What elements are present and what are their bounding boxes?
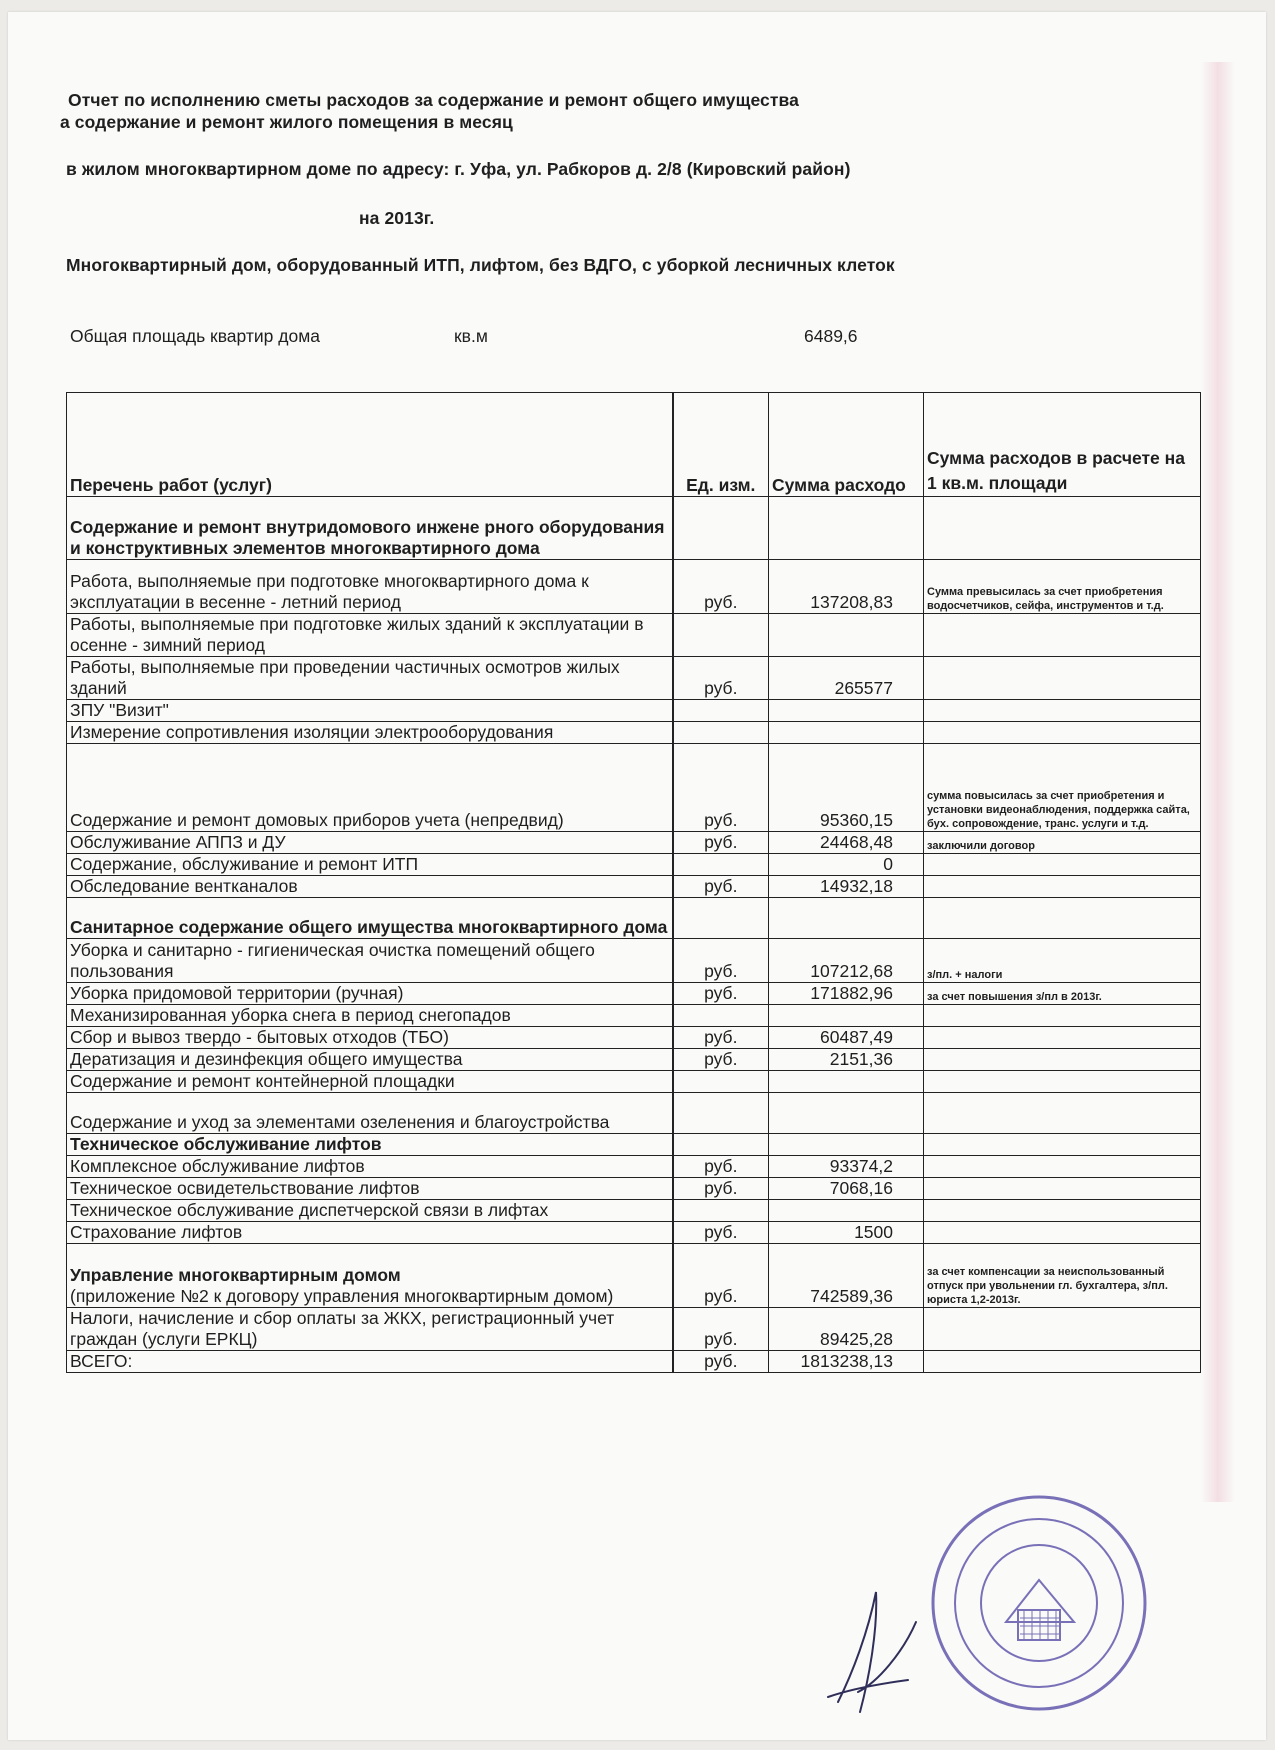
row-note <box>924 1351 1201 1373</box>
table-row <box>67 939 1201 983</box>
row-note: за счет повышения з/пл в 2013г. <box>924 983 1201 1005</box>
row-work-name: Техническое обслуживание диспетчерской связи в лифтах <box>67 1200 673 1222</box>
row-note <box>924 1156 1201 1178</box>
row-work-name: Работа, выполняемые при подготовке многоквартирного дома к эксплуатации в весенне - летний период <box>67 560 673 614</box>
row-unit <box>673 1071 769 1093</box>
table-row <box>67 876 1201 898</box>
table-row <box>67 1049 1201 1071</box>
row-note <box>924 898 1201 939</box>
organization-seal-icon <box>928 1492 1150 1714</box>
row-unit <box>673 497 769 560</box>
row-sum <box>769 1134 924 1156</box>
row-unit <box>673 854 769 876</box>
row-unit: руб. <box>673 876 769 898</box>
row-work-name: Работы, выполняемые при подготовке жилых зданий к эксплуатации в осенне - зимний период <box>67 614 673 657</box>
table-row <box>67 1244 1201 1308</box>
row-work-name: ЗПУ "Визит" <box>67 700 673 722</box>
row-unit: руб. <box>673 939 769 983</box>
row-sum: 14932,18 <box>769 876 924 898</box>
row-work-name: Измерение сопротивления изоляции электрооборудования <box>67 722 673 744</box>
row-sum: 89425,28 <box>769 1308 924 1351</box>
row-sum: 742589,36 <box>769 1244 924 1308</box>
document-page <box>8 12 1266 1740</box>
table-row <box>67 1005 1201 1027</box>
row-unit: руб. <box>673 744 769 832</box>
row-unit <box>673 1093 769 1134</box>
row-work-name: Содержание и уход за элементами озеленения и благоустройства <box>67 1093 673 1134</box>
row-unit: руб. <box>673 560 769 614</box>
row-note <box>924 876 1201 898</box>
row-note: за счет компенсации за неиспользованный отпуск при увольнении гл. бухгалтера, з/пл. юриста 1,2-2013г. <box>924 1244 1201 1308</box>
row-unit <box>673 722 769 744</box>
row-work-name: Содержание, обслуживание и ремонт ИТП <box>67 854 673 876</box>
row-note <box>924 1005 1201 1027</box>
row-work-name-title: Управление многоквартирным домом <box>70 1265 401 1285</box>
row-note <box>924 1027 1201 1049</box>
row-unit: руб. <box>673 1244 769 1308</box>
row-unit: руб. <box>673 983 769 1005</box>
row-unit: руб. <box>673 1222 769 1244</box>
row-unit <box>673 1200 769 1222</box>
row-sum: 60487,49 <box>769 1027 924 1049</box>
row-unit <box>673 1134 769 1156</box>
row-note <box>924 722 1201 744</box>
row-work-name: Санитарное содержание общего имущества многоквартирного дома <box>67 898 673 939</box>
row-sum <box>769 1200 924 1222</box>
row-sum <box>769 1005 924 1027</box>
table-header-row <box>67 393 1201 497</box>
table-row <box>67 744 1201 832</box>
row-unit <box>673 1005 769 1027</box>
table-row <box>67 1222 1201 1244</box>
row-unit: руб. <box>673 657 769 700</box>
row-sum: 1813238,13 <box>769 1351 924 1373</box>
row-work-name: Техническое обслуживание лифтов <box>67 1134 673 1156</box>
row-sum: 171882,96 <box>769 983 924 1005</box>
row-sum: 93374,2 <box>769 1156 924 1178</box>
row-work-name: Уборка и санитарно - гигиеническая очистка помещений общего пользования <box>67 939 673 983</box>
area-unit: кв.м <box>454 326 488 346</box>
row-unit: руб. <box>673 1027 769 1049</box>
row-unit: руб. <box>673 1156 769 1178</box>
row-sum: 0 <box>769 854 924 876</box>
row-unit <box>673 700 769 722</box>
table-row <box>67 1156 1201 1178</box>
row-unit <box>673 614 769 657</box>
table-row <box>67 1178 1201 1200</box>
row-work-name: Обследование вентканалов <box>67 876 673 898</box>
row-sum: 2151,36 <box>769 1049 924 1071</box>
table-row <box>67 1071 1201 1093</box>
row-work-name: Содержание и ремонт домовых приборов учета (непредвид) <box>67 744 673 832</box>
row-work-name: Сбор и вывоз твердо - бытовых отходов (ТБО) <box>67 1027 673 1049</box>
table-row <box>67 1308 1201 1351</box>
row-work-name: Работы, выполняемые при проведении частичных осмотров жилых зданий <box>67 657 673 700</box>
row-note <box>924 614 1201 657</box>
row-work-name: Страхование лифтов <box>67 1222 673 1244</box>
row-note <box>924 854 1201 876</box>
row-note <box>924 657 1201 700</box>
row-work-name: Налоги, начисление и сбор оплаты за ЖКХ, регистрационный учет граждан (услуги ЕРКЦ) <box>67 1308 673 1351</box>
row-unit: руб. <box>673 832 769 854</box>
row-unit <box>673 898 769 939</box>
area-value: 6489,6 <box>804 326 858 346</box>
report-year: на 2013г. <box>359 208 435 228</box>
row-sum <box>769 1093 924 1134</box>
row-unit: руб. <box>673 1178 769 1200</box>
table-section-row <box>67 898 1201 939</box>
row-sum: 7068,16 <box>769 1178 924 1200</box>
row-work-name: Дератизация и дезинфекция общего имущества <box>67 1049 673 1071</box>
row-work-name: Механизированная уборка снега в период снегопадов <box>67 1005 673 1027</box>
row-sum <box>769 898 924 939</box>
row-note: Сумма превысилась за счет приобретения водосчетчиков, сейфа, инструментов и т.д. <box>924 560 1201 614</box>
row-work-name: Содержание и ремонт контейнерной площадки <box>67 1071 673 1093</box>
signature-icon <box>798 1572 938 1722</box>
table-section-row <box>67 1134 1201 1156</box>
row-sum: 95360,15 <box>769 744 924 832</box>
row-note <box>924 1200 1201 1222</box>
col-header-sum: Сумма расходо <box>769 393 924 497</box>
row-sum <box>769 1071 924 1093</box>
row-note <box>924 1049 1201 1071</box>
col-header-works: Перечень работ (услуг) <box>67 393 673 497</box>
row-work-name: Обслуживание АППЗ и ДУ <box>67 832 673 854</box>
row-work-name <box>67 1244 673 1308</box>
row-sum: 107212,68 <box>769 939 924 983</box>
table-row <box>67 560 1201 614</box>
table-row <box>67 832 1201 854</box>
table-section-row <box>67 497 1201 560</box>
table-row <box>67 983 1201 1005</box>
col-header-unit: Ед. изм. <box>673 393 769 497</box>
row-note <box>924 1071 1201 1093</box>
row-note: сумма повысилась за счет приобретения и установки видеонаблюдения, поддержка сайта, бух. сопровождение, транс. услуги и т.д. <box>924 744 1201 832</box>
report-title-line1: Отчет по исполнению сметы расходов за содержание и ремонт общего имущества <box>68 90 800 110</box>
expense-table-body <box>67 393 1201 1373</box>
report-address: в жилом многоквартирном доме по адресу: г. Уфа, ул. Рабкоров д. 2/8 (Кировский район) <box>66 159 851 179</box>
row-note <box>924 1308 1201 1351</box>
row-work-name: Техническое освидетельствование лифтов <box>67 1178 673 1200</box>
table-row <box>67 614 1201 657</box>
row-unit: руб. <box>673 1308 769 1351</box>
row-work-name: ВСЕГО: <box>67 1351 673 1373</box>
row-sum: 24468,48 <box>769 832 924 854</box>
col-header-per-sqm: Сумма расходов в расчете на 1 кв.м. площади <box>924 393 1201 497</box>
table-row <box>67 1351 1201 1373</box>
row-note <box>924 1093 1201 1134</box>
table-row <box>67 657 1201 700</box>
row-unit: руб. <box>673 1351 769 1373</box>
house-type: Многоквартирный дом, оборудованный ИТП, лифтом, без ВДГО, с уборкой лесничных клеток <box>66 255 895 275</box>
row-sum: 1500 <box>769 1222 924 1244</box>
table-row <box>67 1027 1201 1049</box>
expense-table <box>66 392 1201 1373</box>
scan-pink-streak <box>1201 62 1235 1502</box>
row-sum: 265577 <box>769 657 924 700</box>
row-note <box>924 1178 1201 1200</box>
report-title-line2: а содержание и ремонт жилого помещения в месяц <box>60 112 513 132</box>
row-note <box>924 1222 1201 1244</box>
row-note: з/пл. + налоги <box>924 939 1201 983</box>
row-note <box>924 497 1201 560</box>
table-row <box>67 700 1201 722</box>
row-unit: руб. <box>673 1049 769 1071</box>
table-row <box>67 854 1201 876</box>
table-row <box>67 1200 1201 1222</box>
row-sum: 137208,83 <box>769 560 924 614</box>
row-sum <box>769 614 924 657</box>
row-note <box>924 700 1201 722</box>
row-sum <box>769 722 924 744</box>
area-label: Общая площадь квартир дома <box>70 326 320 346</box>
row-work-name-subtitle: (приложение №2 к договору управления многоквартирным домом) <box>70 1286 614 1306</box>
row-work-name: Уборка придомовой территории (ручная) <box>67 983 673 1005</box>
row-sum <box>769 497 924 560</box>
row-note <box>924 1134 1201 1156</box>
row-work-name: Комплексное обслуживание лифтов <box>67 1156 673 1178</box>
row-sum <box>769 700 924 722</box>
table-row <box>67 1093 1201 1134</box>
row-work-name: Содержание и ремонт внутридомового инжене рного оборудования и конструктивных элементов многоквартирного дома <box>67 497 673 560</box>
row-note: заключили договор <box>924 832 1201 854</box>
table-row <box>67 722 1201 744</box>
